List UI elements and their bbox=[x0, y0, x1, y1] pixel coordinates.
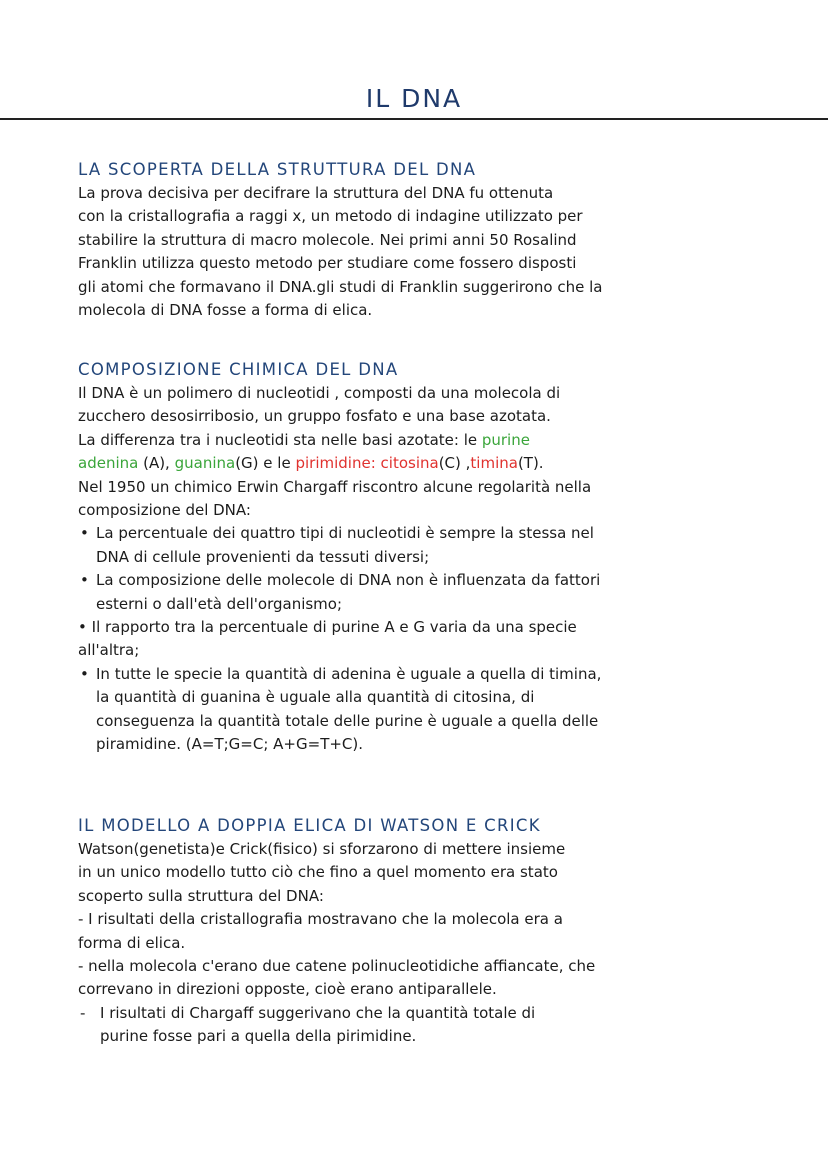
list-item-line: piramidine. (A=T;G=C; A+G=T+C). bbox=[96, 735, 364, 754]
paragraph-line: scoperto sulla struttura del DNA: bbox=[78, 886, 324, 905]
list-item-line: La percentuale dei quattro tipi di nucleotidi è sempre la stessa nel bbox=[96, 524, 594, 543]
paragraph-line: con la cristallografia a raggi x, un metodo di indagine utilizzato per bbox=[78, 207, 583, 226]
bullet-icon: • bbox=[80, 571, 89, 590]
list-item-line: Il rapporto tra la percentuale di purine A e G varia da una specie bbox=[91, 618, 577, 637]
paragraph-line: - I risultati della cristallografia mostravano che la molecola era a bbox=[78, 910, 563, 929]
paragraph-line: Il DNA è un polimero di nucleotidi , composti da una molecola di bbox=[78, 384, 561, 402]
text-run: (A), bbox=[138, 454, 175, 473]
paragraph-line: Franklin utilizza questo metodo per studiare come fossero disposti bbox=[78, 254, 577, 273]
paragraph-line: correvano in direzioni opposte, cioè erano antiparallele. bbox=[78, 980, 497, 999]
paragraph-line: La prova decisiva per decifrare la struttura del DNA fu ottenuta bbox=[78, 184, 554, 202]
list-item-line: DNA di cellule provenienti da tessuti diversi; bbox=[96, 547, 430, 566]
paragraph-line: gli atomi che formavano il DNA.gli studi di Franklin suggerirono che la bbox=[78, 277, 603, 296]
list-item-line: purine fosse pari a quella della pirimidine. bbox=[100, 1027, 417, 1046]
timina-term: timina bbox=[470, 454, 518, 473]
section-watson-crick bbox=[78, 816, 758, 1049]
list-item-line: la quantità di guanina è uguale alla quantità di citosina, di bbox=[96, 688, 535, 707]
bullet-icon: • bbox=[78, 618, 87, 637]
section-heading: IL MODELLO A DOPPIA ELICA DI WATSON E CRICK bbox=[78, 816, 541, 835]
paragraph-line: zucchero desosirribosio, un gruppo fosfato e una base azotata. bbox=[78, 407, 551, 426]
text-run: (G) e le bbox=[235, 454, 296, 473]
adenina-term: adenina bbox=[78, 454, 139, 473]
list-item-line: conseguenza la quantità totale delle purine è uguale a quella delle bbox=[96, 711, 599, 730]
section-discovery bbox=[78, 160, 758, 322]
purine-term: purine bbox=[481, 430, 530, 449]
list-item bbox=[78, 522, 758, 569]
paragraph-line: forma di elica. bbox=[78, 933, 186, 952]
section-heading: COMPOSIZIONE CHIMICA DEL DNA bbox=[78, 360, 399, 379]
list-item-line: all'altra; bbox=[78, 641, 140, 660]
text-run: (T). bbox=[517, 454, 544, 473]
paragraph-line: Watson(genetista)e Crick(fisico) si sforzarono di mettere insieme bbox=[78, 840, 566, 858]
list-item-line-wrap bbox=[78, 616, 758, 639]
paragraph-line: Nel 1950 un chimico Erwin Chargaff riscontro alcune regolarità nella bbox=[78, 477, 592, 496]
page-title: IL DNA bbox=[365, 84, 463, 113]
list-item-line: In tutte le specie la quantità di adenina è uguale a quella di timina, bbox=[96, 664, 602, 683]
chargaff-rules-list bbox=[78, 522, 758, 756]
citosina-term: citosina bbox=[380, 454, 439, 473]
guanina-term: guanina bbox=[174, 454, 236, 473]
paragraph-line bbox=[78, 429, 758, 452]
section-heading: LA SCOPERTA DELLA STRUTTURA DEL DNA bbox=[78, 160, 477, 179]
list-item bbox=[78, 1002, 758, 1049]
list-item bbox=[78, 663, 758, 757]
paragraph-line: in un unico modello tutto ciò che fino a quel momento era stato bbox=[78, 863, 558, 882]
paragraph-line: molecola di DNA fosse a forma di elica. bbox=[78, 301, 373, 320]
paragraph-line: stabilire la struttura di macro molecole. Nei primi anni 50 Rosalind bbox=[78, 230, 577, 249]
paragraph-line bbox=[78, 452, 758, 475]
dash-icon: - bbox=[80, 1003, 86, 1022]
section-composition bbox=[78, 360, 758, 757]
list-item bbox=[78, 569, 758, 616]
list-item-line: I risultati di Chargaff suggerivano che la quantità totale di bbox=[100, 1003, 536, 1022]
pirimidine-term: pirimidine: bbox=[295, 454, 381, 473]
list-item bbox=[78, 616, 758, 663]
text-run: La differenza tra i nucleotidi sta nelle basi azotate: le bbox=[78, 430, 482, 449]
list-item-line: esterni o dall'età dell'organismo; bbox=[96, 594, 343, 613]
paragraph-line: - nella molecola c'erano due catene polinucleotidiche affiancate, che bbox=[78, 957, 596, 976]
title-divider bbox=[0, 118, 828, 120]
bullet-icon: • bbox=[80, 524, 89, 543]
text-run: (C) , bbox=[438, 454, 471, 473]
paragraph-line: composizione del DNA: bbox=[78, 501, 251, 520]
bullet-icon: • bbox=[80, 664, 89, 683]
list-item-line: La composizione delle molecole di DNA non è influenzata da fattori bbox=[96, 571, 601, 590]
